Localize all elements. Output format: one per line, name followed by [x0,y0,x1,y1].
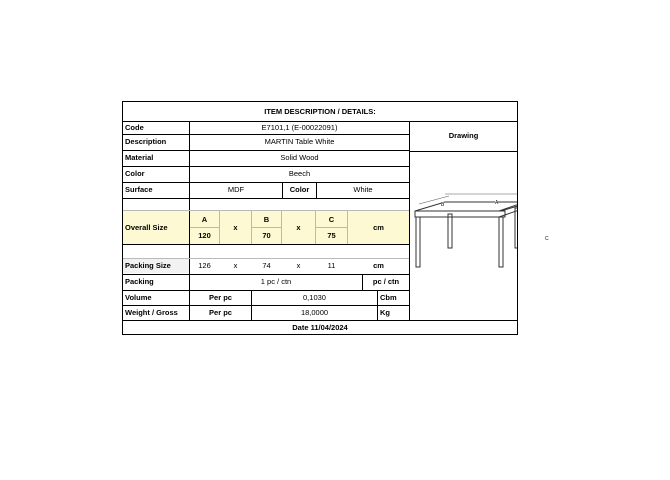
dim-a-label: A [495,200,499,206]
sheet-title: ITEM DESCRIPTION / DETAILS: [264,106,376,116]
surface-color-label: Color [289,185,310,195]
packing-unit: pc / ctn [372,277,400,287]
packing-value: 1 pc / ctn [260,277,292,287]
table-drawing [411,152,517,320]
size-b-value: 70 [262,230,271,240]
dim-b-label: B [441,202,445,208]
material-value: Solid Wood [280,153,319,163]
weight-label: Weight / Gross [125,308,178,318]
material-label: Material [125,153,154,163]
packing-size-x2: x [296,261,301,271]
overall-size-label: Overall Size [123,211,189,244]
packing-size-value-3: 11 [327,261,336,271]
size-b-label: B [263,214,270,224]
packing-size-label: Packing Size [123,259,189,273]
packing-size-value-2: 74 [262,261,271,271]
item-details-sheet [122,101,549,335]
weight-per: Per pc [209,308,232,318]
packing-size-x1: x [233,261,238,271]
dim-c-label: C [545,236,549,242]
weight-unit: Kg [380,308,390,318]
volume-per: Per pc [209,293,232,303]
packing-label: Packing [125,277,154,287]
size-x2: x [296,222,301,232]
volume-value: 0,1030 [303,293,326,303]
size-c-label: C [328,214,335,224]
packing-size-value-1: 126 [198,261,211,271]
leg-front-right [499,217,503,267]
leg-back-left [448,214,452,248]
size-c-value: 75 [327,230,336,240]
drawing-header: Drawing [448,131,479,141]
packing-size-unit: cm [373,261,384,271]
overall-size-unit: cm [373,222,384,232]
volume-unit: Cbm [380,293,397,303]
color-value: Beech [288,169,311,179]
color-label: Color [125,169,145,179]
volume-label: Volume [125,293,152,303]
table-top-front [415,211,505,217]
date-footer: Date 11/04/2024 [292,322,348,332]
weight-value: 18,0000 [300,308,329,318]
surface-color-value: White [353,185,373,195]
surface-value: MDF [227,185,245,195]
leg-back-right [515,208,517,248]
leg-front-left [416,217,420,267]
description-label: Description [125,137,167,147]
code-value: E7101,1 (E-00022091) [261,122,338,132]
size-x1: x [233,222,238,232]
size-a-label: A [201,214,208,224]
code-label: Code [125,122,144,132]
description-value: MARTIN Table White [264,137,335,147]
surface-label: Surface [125,185,153,195]
size-a-value: 120 [198,230,211,240]
